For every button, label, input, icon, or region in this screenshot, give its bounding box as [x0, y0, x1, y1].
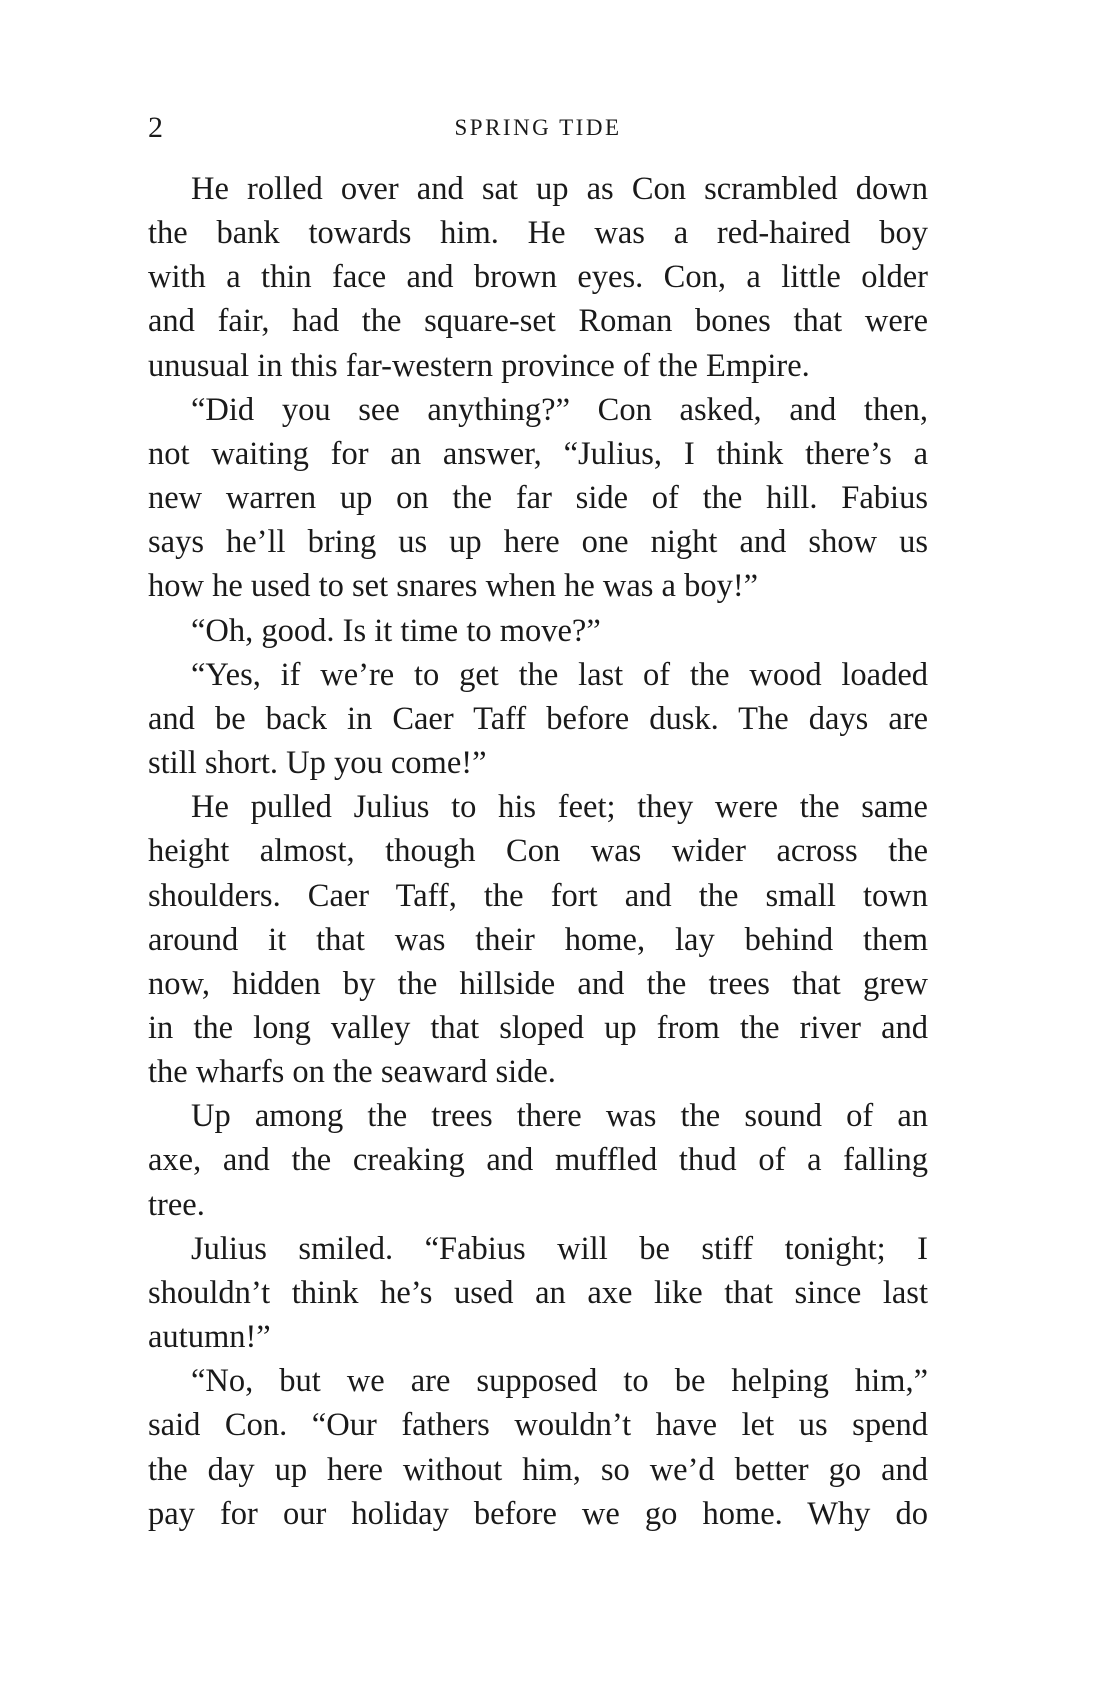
text-line: in the long valley that sloped up from the river and [148, 1009, 928, 1046]
text-line: autumn!” [148, 1319, 271, 1356]
text-line: said Con. “Our fathers wouldn’t have let us spend [148, 1407, 928, 1444]
text-line: and be back in Caer Taff before dusk. The days are [148, 700, 928, 737]
paragraph [148, 653, 928, 785]
text-line: height almost, though Con was wider across the [148, 833, 928, 870]
text-line: still short. Up you come!” [148, 745, 487, 782]
text-line: now, hidden by the hillside and the trees that grew [148, 965, 928, 1002]
body-text [148, 167, 928, 1536]
text-line: says he’ll bring us up here one night and show us [148, 524, 928, 561]
text-line: new warren up on the far side of the hill. Fabius [148, 480, 928, 517]
running-head [148, 108, 928, 148]
text-line: “Yes, if we’re to get the last of the wood loaded [191, 656, 928, 693]
text-line: shouldn’t think he’s used an axe like that since last [148, 1274, 928, 1311]
paragraph [148, 1094, 928, 1226]
text-line: “Did you see anything?” Con asked, and then, [191, 391, 928, 428]
text-line: and fair, had the square-set Roman bones that were [148, 303, 928, 340]
page-number: 2 [148, 111, 163, 144]
text-line: shoulders. Caer Taff, the fort and the small town [148, 877, 928, 914]
text-line: He pulled Julius to his feet; they were the same [191, 789, 928, 826]
text-line: with a thin face and brown eyes. Con, a little older [148, 259, 928, 296]
text-line: Julius smiled. “Fabius will be stiff tonight; I [191, 1230, 928, 1267]
text-line: the day up here without him, so we’d better go and [148, 1451, 928, 1488]
text-line: pay for our holiday before we go home. Why do [148, 1495, 928, 1532]
text-line: how he used to set snares when he was a boy!” [148, 568, 759, 605]
text-line: the bank towards him. He was a red-haired boy [148, 215, 928, 252]
text-line: axe, and the creaking and muffled thud of a falling [148, 1142, 928, 1179]
text-line: not waiting for an answer, “Julius, I think there’s a [148, 435, 928, 472]
text-line: around it that was their home, lay behind them [148, 921, 928, 958]
paragraph [148, 1359, 928, 1536]
paragraph [148, 785, 928, 1094]
text-line: “No, but we are supposed to be helping him,” [191, 1363, 928, 1400]
paragraph [148, 609, 928, 653]
paragraph [148, 167, 928, 388]
paragraph [148, 388, 928, 609]
text-line: tree. [148, 1186, 205, 1223]
text-line: He rolled over and sat up as Con scrambled down [191, 171, 928, 207]
text-line: unusual in this far-western province of the Empire. [148, 347, 810, 384]
running-title: SPRING TIDE [454, 115, 622, 140]
text-line: the wharfs on the seaward side. [148, 1054, 556, 1091]
text-line: “Oh, good. Is it time to move?” [191, 612, 601, 649]
paragraph [148, 1227, 928, 1359]
text-line: Up among the trees there was the sound of an [191, 1098, 928, 1135]
